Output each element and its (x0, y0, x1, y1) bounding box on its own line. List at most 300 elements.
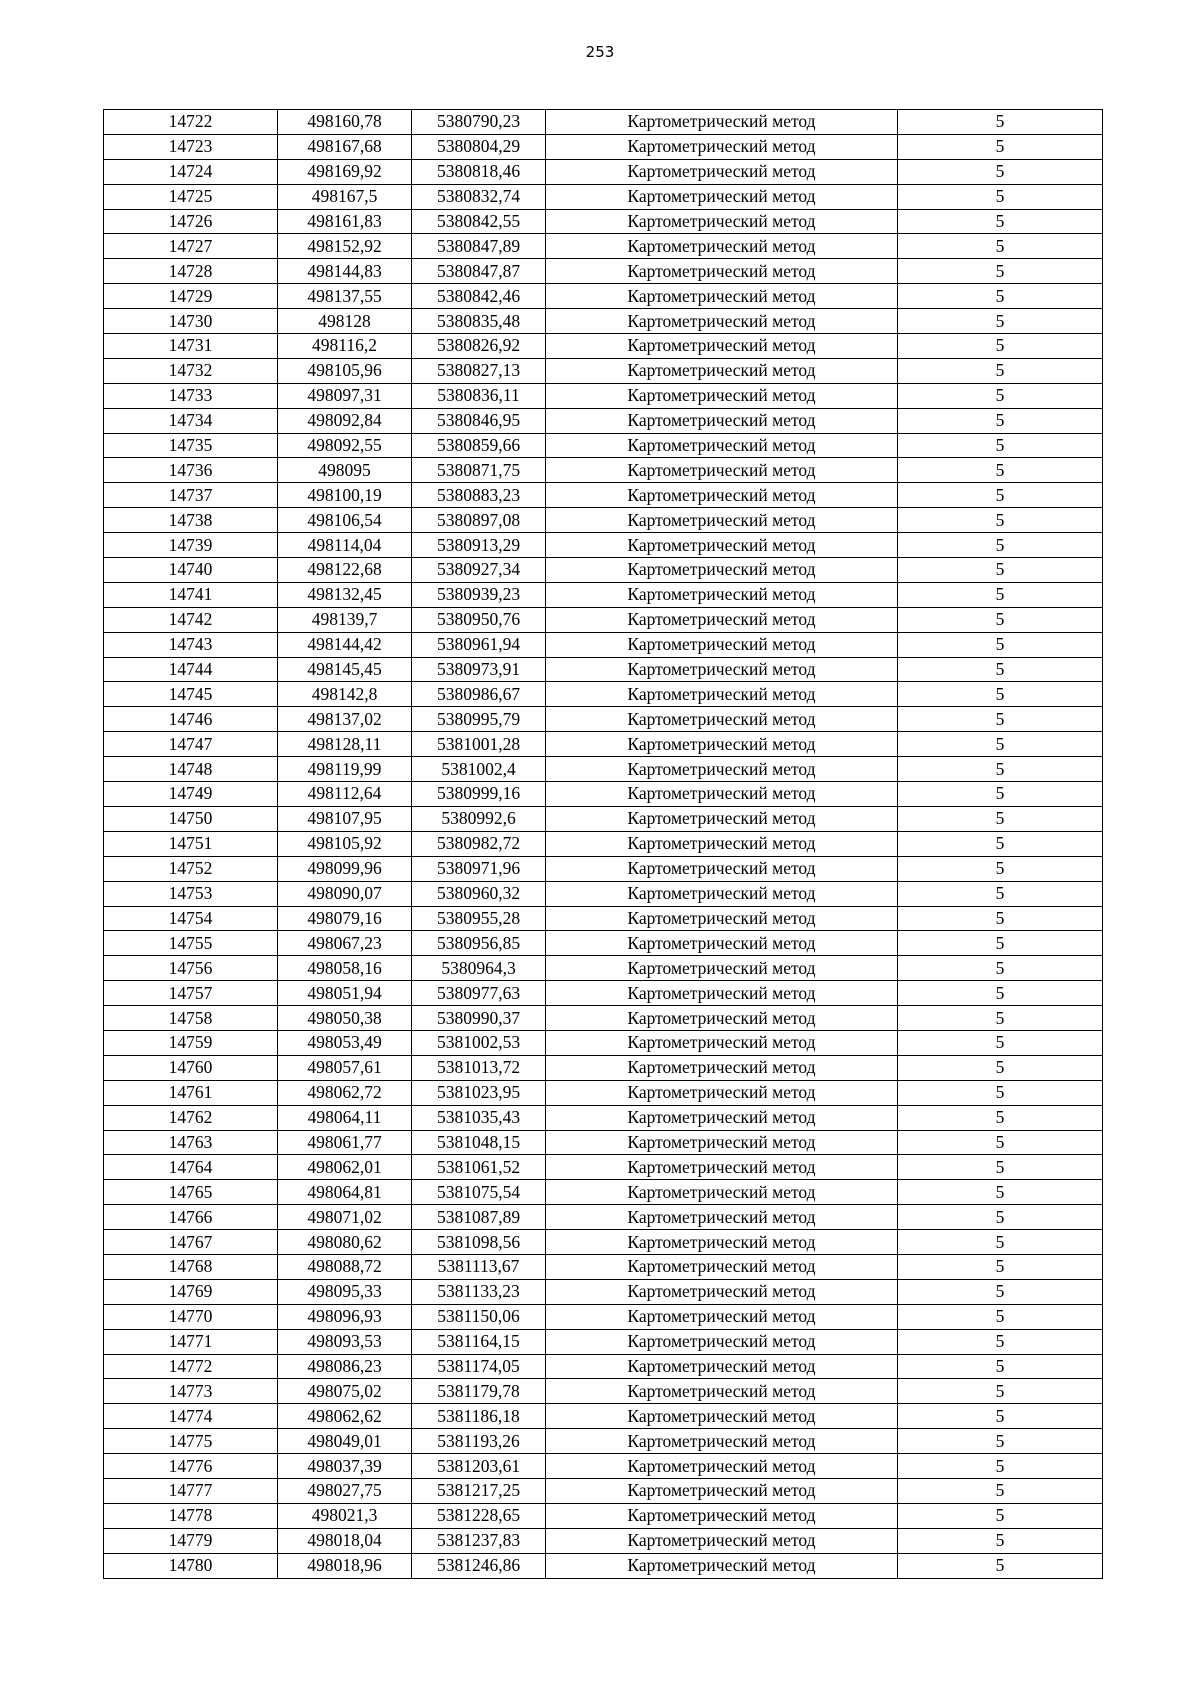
y-coordinate-cell: 5381179,78 (412, 1379, 546, 1404)
x-coordinate-cell: 498079,16 (278, 906, 412, 931)
point-number-cell: 14724 (104, 159, 278, 184)
y-coordinate-cell: 5380859,66 (412, 433, 546, 458)
accuracy-cell: 5 (898, 110, 1103, 135)
y-coordinate-cell: 5380961,94 (412, 632, 546, 657)
table-row (104, 284, 1103, 309)
x-coordinate-cell: 498027,75 (278, 1478, 412, 1503)
y-coordinate-cell: 5381002,4 (412, 757, 546, 782)
y-coordinate-cell: 5380790,23 (412, 110, 546, 135)
table-row (104, 1354, 1103, 1379)
accuracy-cell: 5 (898, 1155, 1103, 1180)
method-cell: Картометрический метод (546, 1553, 898, 1578)
method-cell: Картометрический метод (546, 1404, 898, 1429)
accuracy-cell: 5 (898, 1030, 1103, 1055)
table-row (104, 159, 1103, 184)
point-number-cell: 14778 (104, 1503, 278, 1528)
point-number-cell: 14731 (104, 334, 278, 359)
x-coordinate-cell: 498088,72 (278, 1254, 412, 1279)
y-coordinate-cell: 5380992,6 (412, 806, 546, 831)
y-coordinate-cell: 5380995,79 (412, 707, 546, 732)
point-number-cell: 14763 (104, 1130, 278, 1155)
table-row (104, 259, 1103, 284)
method-cell: Картометрический метод (546, 1230, 898, 1255)
method-cell: Картометрический метод (546, 1254, 898, 1279)
table-row (104, 1528, 1103, 1553)
y-coordinate-cell: 5381002,53 (412, 1030, 546, 1055)
y-coordinate-cell: 5380871,75 (412, 458, 546, 483)
y-coordinate-cell: 5380982,72 (412, 831, 546, 856)
method-cell: Картометрический метод (546, 234, 898, 259)
method-cell: Картометрический метод (546, 1006, 898, 1031)
method-cell: Картометрический метод (546, 209, 898, 234)
x-coordinate-cell: 498053,49 (278, 1030, 412, 1055)
point-number-cell: 14727 (104, 234, 278, 259)
point-number-cell: 14735 (104, 433, 278, 458)
point-number-cell: 14776 (104, 1454, 278, 1479)
accuracy-cell: 5 (898, 309, 1103, 334)
table-row (104, 358, 1103, 383)
table-row (104, 433, 1103, 458)
point-number-cell: 14766 (104, 1205, 278, 1230)
point-number-cell: 14764 (104, 1155, 278, 1180)
x-coordinate-cell: 498139,7 (278, 607, 412, 632)
accuracy-cell: 5 (898, 856, 1103, 881)
accuracy-cell: 5 (898, 284, 1103, 309)
accuracy-cell: 5 (898, 1130, 1103, 1155)
accuracy-cell: 5 (898, 782, 1103, 807)
point-number-cell: 14747 (104, 732, 278, 757)
accuracy-cell: 5 (898, 956, 1103, 981)
point-number-cell: 14726 (104, 209, 278, 234)
accuracy-cell: 5 (898, 632, 1103, 657)
table-row (104, 582, 1103, 607)
point-number-cell: 14730 (104, 309, 278, 334)
table-row (104, 1254, 1103, 1279)
table-row (104, 682, 1103, 707)
method-cell: Картометрический метод (546, 657, 898, 682)
y-coordinate-cell: 5381098,56 (412, 1230, 546, 1255)
table-row (104, 508, 1103, 533)
coordinates-table-body (104, 110, 1103, 1579)
accuracy-cell: 5 (898, 1528, 1103, 1553)
accuracy-cell: 5 (898, 1503, 1103, 1528)
y-coordinate-cell: 5380847,89 (412, 234, 546, 259)
x-coordinate-cell: 498075,02 (278, 1379, 412, 1404)
table-row (104, 1478, 1103, 1503)
point-number-cell: 14765 (104, 1180, 278, 1205)
point-number-cell: 14737 (104, 483, 278, 508)
table-row (104, 309, 1103, 334)
table-row (104, 1230, 1103, 1255)
x-coordinate-cell: 498095 (278, 458, 412, 483)
point-number-cell: 14762 (104, 1105, 278, 1130)
x-coordinate-cell: 498122,68 (278, 558, 412, 583)
accuracy-cell: 5 (898, 209, 1103, 234)
accuracy-cell: 5 (898, 508, 1103, 533)
y-coordinate-cell: 5381237,83 (412, 1528, 546, 1553)
x-coordinate-cell: 498137,55 (278, 284, 412, 309)
y-coordinate-cell: 5380956,85 (412, 931, 546, 956)
point-number-cell: 14752 (104, 856, 278, 881)
table-row (104, 956, 1103, 981)
method-cell: Картометрический метод (546, 632, 898, 657)
accuracy-cell: 5 (898, 981, 1103, 1006)
y-coordinate-cell: 5380913,29 (412, 533, 546, 558)
method-cell: Картометрический метод (546, 707, 898, 732)
method-cell: Картометрический метод (546, 1329, 898, 1354)
y-coordinate-cell: 5381013,72 (412, 1055, 546, 1080)
method-cell: Картометрический метод (546, 582, 898, 607)
method-cell: Картометрический метод (546, 259, 898, 284)
y-coordinate-cell: 5380971,96 (412, 856, 546, 881)
x-coordinate-cell: 498058,16 (278, 956, 412, 981)
accuracy-cell: 5 (898, 1055, 1103, 1080)
method-cell: Картометрический метод (546, 831, 898, 856)
point-number-cell: 14741 (104, 582, 278, 607)
accuracy-cell: 5 (898, 259, 1103, 284)
table-row (104, 1304, 1103, 1329)
point-number-cell: 14744 (104, 657, 278, 682)
point-number-cell: 14760 (104, 1055, 278, 1080)
table-row (104, 1454, 1103, 1479)
y-coordinate-cell: 5380973,91 (412, 657, 546, 682)
accuracy-cell: 5 (898, 707, 1103, 732)
table-row (104, 533, 1103, 558)
accuracy-cell: 5 (898, 1254, 1103, 1279)
table-row (104, 881, 1103, 906)
x-coordinate-cell: 498062,62 (278, 1404, 412, 1429)
accuracy-cell: 5 (898, 1080, 1103, 1105)
x-coordinate-cell: 498061,77 (278, 1130, 412, 1155)
accuracy-cell: 5 (898, 533, 1103, 558)
x-coordinate-cell: 498050,38 (278, 1006, 412, 1031)
table-row (104, 806, 1103, 831)
x-coordinate-cell: 498092,55 (278, 433, 412, 458)
x-coordinate-cell: 498057,61 (278, 1055, 412, 1080)
point-number-cell: 14767 (104, 1230, 278, 1255)
method-cell: Картометрический метод (546, 1528, 898, 1553)
method-cell: Картометрический метод (546, 558, 898, 583)
method-cell: Картометрический метод (546, 184, 898, 209)
table-row (104, 931, 1103, 956)
method-cell: Картометрический метод (546, 1478, 898, 1503)
accuracy-cell: 5 (898, 831, 1103, 856)
method-cell: Картометрический метод (546, 1055, 898, 1080)
point-number-cell: 14728 (104, 259, 278, 284)
table-row (104, 1055, 1103, 1080)
y-coordinate-cell: 5381023,95 (412, 1080, 546, 1105)
x-coordinate-cell: 498064,11 (278, 1105, 412, 1130)
point-number-cell: 14774 (104, 1404, 278, 1429)
accuracy-cell: 5 (898, 1478, 1103, 1503)
accuracy-cell: 5 (898, 1329, 1103, 1354)
table-row (104, 856, 1103, 881)
accuracy-cell: 5 (898, 1230, 1103, 1255)
table-row (104, 1429, 1103, 1454)
accuracy-cell: 5 (898, 1553, 1103, 1578)
method-cell: Картометрический метод (546, 1030, 898, 1055)
x-coordinate-cell: 498096,93 (278, 1304, 412, 1329)
y-coordinate-cell: 5381164,15 (412, 1329, 546, 1354)
method-cell: Картометрический метод (546, 1354, 898, 1379)
point-number-cell: 14746 (104, 707, 278, 732)
method-cell: Картометрический метод (546, 906, 898, 931)
point-number-cell: 14770 (104, 1304, 278, 1329)
x-coordinate-cell: 498144,83 (278, 259, 412, 284)
point-number-cell: 14722 (104, 110, 278, 135)
coordinates-table (103, 109, 1103, 1579)
y-coordinate-cell: 5381001,28 (412, 732, 546, 757)
x-coordinate-cell: 498128,11 (278, 732, 412, 757)
table-row (104, 782, 1103, 807)
table-row (104, 110, 1103, 135)
x-coordinate-cell: 498137,02 (278, 707, 412, 732)
point-number-cell: 14768 (104, 1254, 278, 1279)
x-coordinate-cell: 498119,99 (278, 757, 412, 782)
table-row (104, 558, 1103, 583)
accuracy-cell: 5 (898, 1404, 1103, 1429)
table-row (104, 1279, 1103, 1304)
method-cell: Картометрический метод (546, 856, 898, 881)
method-cell: Картометрический метод (546, 981, 898, 1006)
y-coordinate-cell: 5380939,23 (412, 582, 546, 607)
method-cell: Картометрический метод (546, 533, 898, 558)
table-row (104, 1030, 1103, 1055)
point-number-cell: 14734 (104, 408, 278, 433)
x-coordinate-cell: 498062,01 (278, 1155, 412, 1180)
table-row (104, 657, 1103, 682)
table-row (104, 134, 1103, 159)
method-cell: Картометрический метод (546, 1180, 898, 1205)
table-row (104, 1329, 1103, 1354)
table-row (104, 184, 1103, 209)
table-row (104, 408, 1103, 433)
accuracy-cell: 5 (898, 433, 1103, 458)
point-number-cell: 14754 (104, 906, 278, 931)
table-row (104, 483, 1103, 508)
table-row (104, 334, 1103, 359)
method-cell: Картометрический метод (546, 334, 898, 359)
point-number-cell: 14759 (104, 1030, 278, 1055)
accuracy-cell: 5 (898, 1205, 1103, 1230)
table-row (104, 1553, 1103, 1578)
table-row (104, 1080, 1103, 1105)
method-cell: Картометрический метод (546, 458, 898, 483)
x-coordinate-cell: 498071,02 (278, 1205, 412, 1230)
x-coordinate-cell: 498062,72 (278, 1080, 412, 1105)
y-coordinate-cell: 5381217,25 (412, 1478, 546, 1503)
table-row (104, 732, 1103, 757)
y-coordinate-cell: 5381075,54 (412, 1180, 546, 1205)
point-number-cell: 14753 (104, 881, 278, 906)
accuracy-cell: 5 (898, 234, 1103, 259)
y-coordinate-cell: 5380827,13 (412, 358, 546, 383)
x-coordinate-cell: 498142,8 (278, 682, 412, 707)
point-number-cell: 14777 (104, 1478, 278, 1503)
table-row (104, 1503, 1103, 1528)
x-coordinate-cell: 498086,23 (278, 1354, 412, 1379)
accuracy-cell: 5 (898, 1429, 1103, 1454)
method-cell: Картометрический метод (546, 159, 898, 184)
x-coordinate-cell: 498090,07 (278, 881, 412, 906)
page-number: 253 (585, 43, 615, 61)
y-coordinate-cell: 5380804,29 (412, 134, 546, 159)
table-row (104, 1180, 1103, 1205)
accuracy-cell: 5 (898, 134, 1103, 159)
point-number-cell: 14745 (104, 682, 278, 707)
x-coordinate-cell: 498095,33 (278, 1279, 412, 1304)
accuracy-cell: 5 (898, 806, 1103, 831)
x-coordinate-cell: 498107,95 (278, 806, 412, 831)
y-coordinate-cell: 5380832,74 (412, 184, 546, 209)
y-coordinate-cell: 5380846,95 (412, 408, 546, 433)
point-number-cell: 14733 (104, 383, 278, 408)
method-cell: Картометрический метод (546, 358, 898, 383)
point-number-cell: 14755 (104, 931, 278, 956)
table-row (104, 209, 1103, 234)
y-coordinate-cell: 5381228,65 (412, 1503, 546, 1528)
method-cell: Картометрический метод (546, 931, 898, 956)
point-number-cell: 14723 (104, 134, 278, 159)
y-coordinate-cell: 5381203,61 (412, 1454, 546, 1479)
x-coordinate-cell: 498114,04 (278, 533, 412, 558)
y-coordinate-cell: 5381048,15 (412, 1130, 546, 1155)
point-number-cell: 14756 (104, 956, 278, 981)
point-number-cell: 14739 (104, 533, 278, 558)
accuracy-cell: 5 (898, 931, 1103, 956)
point-number-cell: 14740 (104, 558, 278, 583)
method-cell: Картометрический метод (546, 757, 898, 782)
method-cell: Картометрический метод (546, 1155, 898, 1180)
point-number-cell: 14761 (104, 1080, 278, 1105)
x-coordinate-cell: 498067,23 (278, 931, 412, 956)
y-coordinate-cell: 5380847,87 (412, 259, 546, 284)
accuracy-cell: 5 (898, 1454, 1103, 1479)
table-row (104, 1130, 1103, 1155)
accuracy-cell: 5 (898, 358, 1103, 383)
x-coordinate-cell: 498092,84 (278, 408, 412, 433)
table-row (104, 458, 1103, 483)
point-number-cell: 14769 (104, 1279, 278, 1304)
point-number-cell: 14750 (104, 806, 278, 831)
x-coordinate-cell: 498167,5 (278, 184, 412, 209)
y-coordinate-cell: 5381193,26 (412, 1429, 546, 1454)
accuracy-cell: 5 (898, 1279, 1103, 1304)
method-cell: Картометрический метод (546, 1304, 898, 1329)
x-coordinate-cell: 498167,68 (278, 134, 412, 159)
method-cell: Картометрический метод (546, 110, 898, 135)
method-cell: Картометрический метод (546, 881, 898, 906)
x-coordinate-cell: 498128 (278, 309, 412, 334)
y-coordinate-cell: 5381174,05 (412, 1354, 546, 1379)
method-cell: Картометрический метод (546, 732, 898, 757)
method-cell: Картометрический метод (546, 408, 898, 433)
point-number-cell: 14758 (104, 1006, 278, 1031)
y-coordinate-cell: 5380977,63 (412, 981, 546, 1006)
point-number-cell: 14729 (104, 284, 278, 309)
method-cell: Картометрический метод (546, 134, 898, 159)
accuracy-cell: 5 (898, 1180, 1103, 1205)
y-coordinate-cell: 5380964,3 (412, 956, 546, 981)
x-coordinate-cell: 498106,54 (278, 508, 412, 533)
accuracy-cell: 5 (898, 1105, 1103, 1130)
x-coordinate-cell: 498018,96 (278, 1553, 412, 1578)
accuracy-cell: 5 (898, 1304, 1103, 1329)
accuracy-cell: 5 (898, 334, 1103, 359)
x-coordinate-cell: 498160,78 (278, 110, 412, 135)
method-cell: Картометрический метод (546, 483, 898, 508)
point-number-cell: 14738 (104, 508, 278, 533)
table-row (104, 906, 1103, 931)
x-coordinate-cell: 498100,19 (278, 483, 412, 508)
point-number-cell: 14780 (104, 1553, 278, 1578)
table-row (104, 383, 1103, 408)
x-coordinate-cell: 498021,3 (278, 1503, 412, 1528)
method-cell: Картометрический метод (546, 1429, 898, 1454)
y-coordinate-cell: 5380883,23 (412, 483, 546, 508)
point-number-cell: 14749 (104, 782, 278, 807)
point-number-cell: 14748 (104, 757, 278, 782)
x-coordinate-cell: 498080,62 (278, 1230, 412, 1255)
y-coordinate-cell: 5381133,23 (412, 1279, 546, 1304)
method-cell: Картометрический метод (546, 1080, 898, 1105)
y-coordinate-cell: 5380835,48 (412, 309, 546, 334)
point-number-cell: 14742 (104, 607, 278, 632)
x-coordinate-cell: 498097,31 (278, 383, 412, 408)
accuracy-cell: 5 (898, 1006, 1103, 1031)
accuracy-cell: 5 (898, 483, 1103, 508)
point-number-cell: 14743 (104, 632, 278, 657)
method-cell: Картометрический метод (546, 1130, 898, 1155)
x-coordinate-cell: 498018,04 (278, 1528, 412, 1553)
method-cell: Картометрический метод (546, 806, 898, 831)
point-number-cell: 14779 (104, 1528, 278, 1553)
accuracy-cell: 5 (898, 558, 1103, 583)
method-cell: Картометрический метод (546, 682, 898, 707)
x-coordinate-cell: 498169,92 (278, 159, 412, 184)
accuracy-cell: 5 (898, 383, 1103, 408)
accuracy-cell: 5 (898, 408, 1103, 433)
point-number-cell: 14771 (104, 1329, 278, 1354)
method-cell: Картометрический метод (546, 433, 898, 458)
accuracy-cell: 5 (898, 607, 1103, 632)
table-row (104, 607, 1103, 632)
accuracy-cell: 5 (898, 159, 1103, 184)
table-row (104, 1105, 1103, 1130)
x-coordinate-cell: 498144,42 (278, 632, 412, 657)
x-coordinate-cell: 498093,53 (278, 1329, 412, 1354)
table-row (104, 234, 1103, 259)
y-coordinate-cell: 5380986,67 (412, 682, 546, 707)
table-row (104, 1379, 1103, 1404)
accuracy-cell: 5 (898, 906, 1103, 931)
accuracy-cell: 5 (898, 582, 1103, 607)
method-cell: Картометрический метод (546, 284, 898, 309)
method-cell: Картометрический метод (546, 607, 898, 632)
accuracy-cell: 5 (898, 682, 1103, 707)
table-row (104, 1155, 1103, 1180)
x-coordinate-cell: 498105,96 (278, 358, 412, 383)
method-cell: Картометрический метод (546, 383, 898, 408)
point-number-cell: 14725 (104, 184, 278, 209)
x-coordinate-cell: 498049,01 (278, 1429, 412, 1454)
table-row (104, 1404, 1103, 1429)
method-cell: Картометрический метод (546, 1503, 898, 1528)
x-coordinate-cell: 498064,81 (278, 1180, 412, 1205)
method-cell: Картометрический метод (546, 309, 898, 334)
x-coordinate-cell: 498099,96 (278, 856, 412, 881)
y-coordinate-cell: 5380990,37 (412, 1006, 546, 1031)
